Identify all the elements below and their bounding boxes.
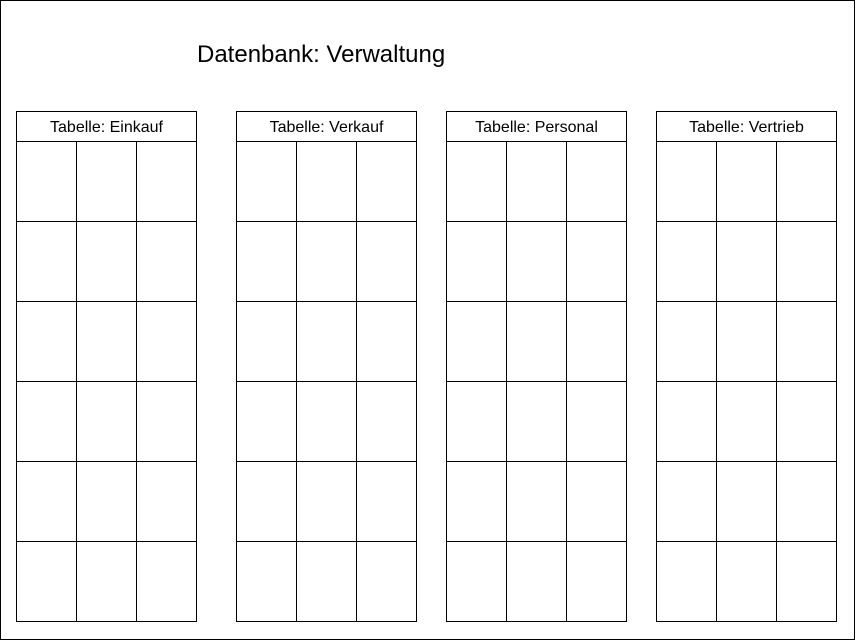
table-cell[interactable] — [297, 222, 357, 302]
table-verkauf[interactable] — [236, 111, 417, 622]
table-cell[interactable] — [77, 382, 137, 462]
table-cell[interactable] — [77, 462, 137, 542]
table-vertrieb[interactable] — [656, 111, 837, 622]
table-cell[interactable] — [777, 542, 836, 622]
table-personal[interactable] — [446, 111, 627, 622]
table-cell[interactable] — [77, 222, 137, 302]
table-cell[interactable] — [357, 542, 416, 622]
table-body — [237, 142, 416, 622]
table-cell[interactable] — [507, 222, 567, 302]
table-cell[interactable] — [657, 462, 717, 542]
table-cell[interactable] — [507, 542, 567, 622]
table-cell[interactable] — [447, 462, 507, 542]
table-body — [447, 142, 626, 622]
table-cell[interactable] — [717, 142, 777, 222]
table-cell[interactable] — [657, 302, 717, 382]
table-cell[interactable] — [137, 462, 196, 542]
table-cell[interactable] — [777, 462, 836, 542]
table-cell[interactable] — [777, 302, 836, 382]
table-cell[interactable] — [567, 542, 626, 622]
table-cell[interactable] — [507, 142, 567, 222]
table-cell[interactable] — [447, 302, 507, 382]
table-cell[interactable] — [297, 142, 357, 222]
table-einkauf[interactable] — [16, 111, 197, 622]
table-cell[interactable] — [657, 222, 717, 302]
table-header: Tabelle: Vertrieb — [657, 112, 836, 142]
table-cell[interactable] — [17, 302, 77, 382]
table-cell[interactable] — [447, 382, 507, 462]
table-cell[interactable] — [77, 142, 137, 222]
table-cell[interactable] — [357, 142, 416, 222]
table-header: Tabelle: Verkauf — [237, 112, 416, 142]
table-body — [17, 142, 196, 622]
table-cell[interactable] — [237, 142, 297, 222]
table-cell[interactable] — [297, 542, 357, 622]
table-cell[interactable] — [717, 302, 777, 382]
table-cell[interactable] — [137, 382, 196, 462]
table-cell[interactable] — [657, 142, 717, 222]
table-cell[interactable] — [567, 462, 626, 542]
table-cell[interactable] — [237, 382, 297, 462]
table-cell[interactable] — [567, 142, 626, 222]
table-cell[interactable] — [717, 462, 777, 542]
table-cell[interactable] — [507, 302, 567, 382]
table-cell[interactable] — [137, 142, 196, 222]
table-cell[interactable] — [657, 542, 717, 622]
table-cell[interactable] — [237, 302, 297, 382]
table-cell[interactable] — [237, 462, 297, 542]
table-cell[interactable] — [17, 382, 77, 462]
table-cell[interactable] — [17, 222, 77, 302]
table-cell[interactable] — [17, 542, 77, 622]
table-cell[interactable] — [357, 382, 416, 462]
table-cell[interactable] — [567, 222, 626, 302]
table-cell[interactable] — [297, 462, 357, 542]
table-cell[interactable] — [237, 222, 297, 302]
table-cell[interactable] — [137, 542, 196, 622]
table-cell[interactable] — [717, 542, 777, 622]
table-cell[interactable] — [77, 302, 137, 382]
table-cell[interactable] — [447, 222, 507, 302]
table-cell[interactable] — [657, 382, 717, 462]
table-cell[interactable] — [357, 222, 416, 302]
table-body — [657, 142, 836, 622]
table-cell[interactable] — [777, 382, 836, 462]
table-cell[interactable] — [297, 382, 357, 462]
table-cell[interactable] — [717, 382, 777, 462]
table-cell[interactable] — [567, 382, 626, 462]
table-cell[interactable] — [777, 142, 836, 222]
table-cell[interactable] — [297, 302, 357, 382]
table-cell[interactable] — [567, 302, 626, 382]
table-cell[interactable] — [357, 462, 416, 542]
table-cell[interactable] — [717, 222, 777, 302]
database-title: Datenbank: Verwaltung — [197, 41, 446, 68]
table-cell[interactable] — [777, 222, 836, 302]
table-header: Tabelle: Einkauf — [17, 112, 196, 142]
table-cell[interactable] — [447, 542, 507, 622]
table-cell[interactable] — [137, 222, 196, 302]
table-cell[interactable] — [137, 302, 196, 382]
table-cell[interactable] — [17, 462, 77, 542]
table-cell[interactable] — [237, 542, 297, 622]
table-cell[interactable] — [507, 462, 567, 542]
table-cell[interactable] — [357, 302, 416, 382]
table-header: Tabelle: Personal — [447, 112, 626, 142]
table-cell[interactable] — [77, 542, 137, 622]
table-cell[interactable] — [447, 142, 507, 222]
table-cell[interactable] — [507, 382, 567, 462]
table-cell[interactable] — [17, 142, 77, 222]
